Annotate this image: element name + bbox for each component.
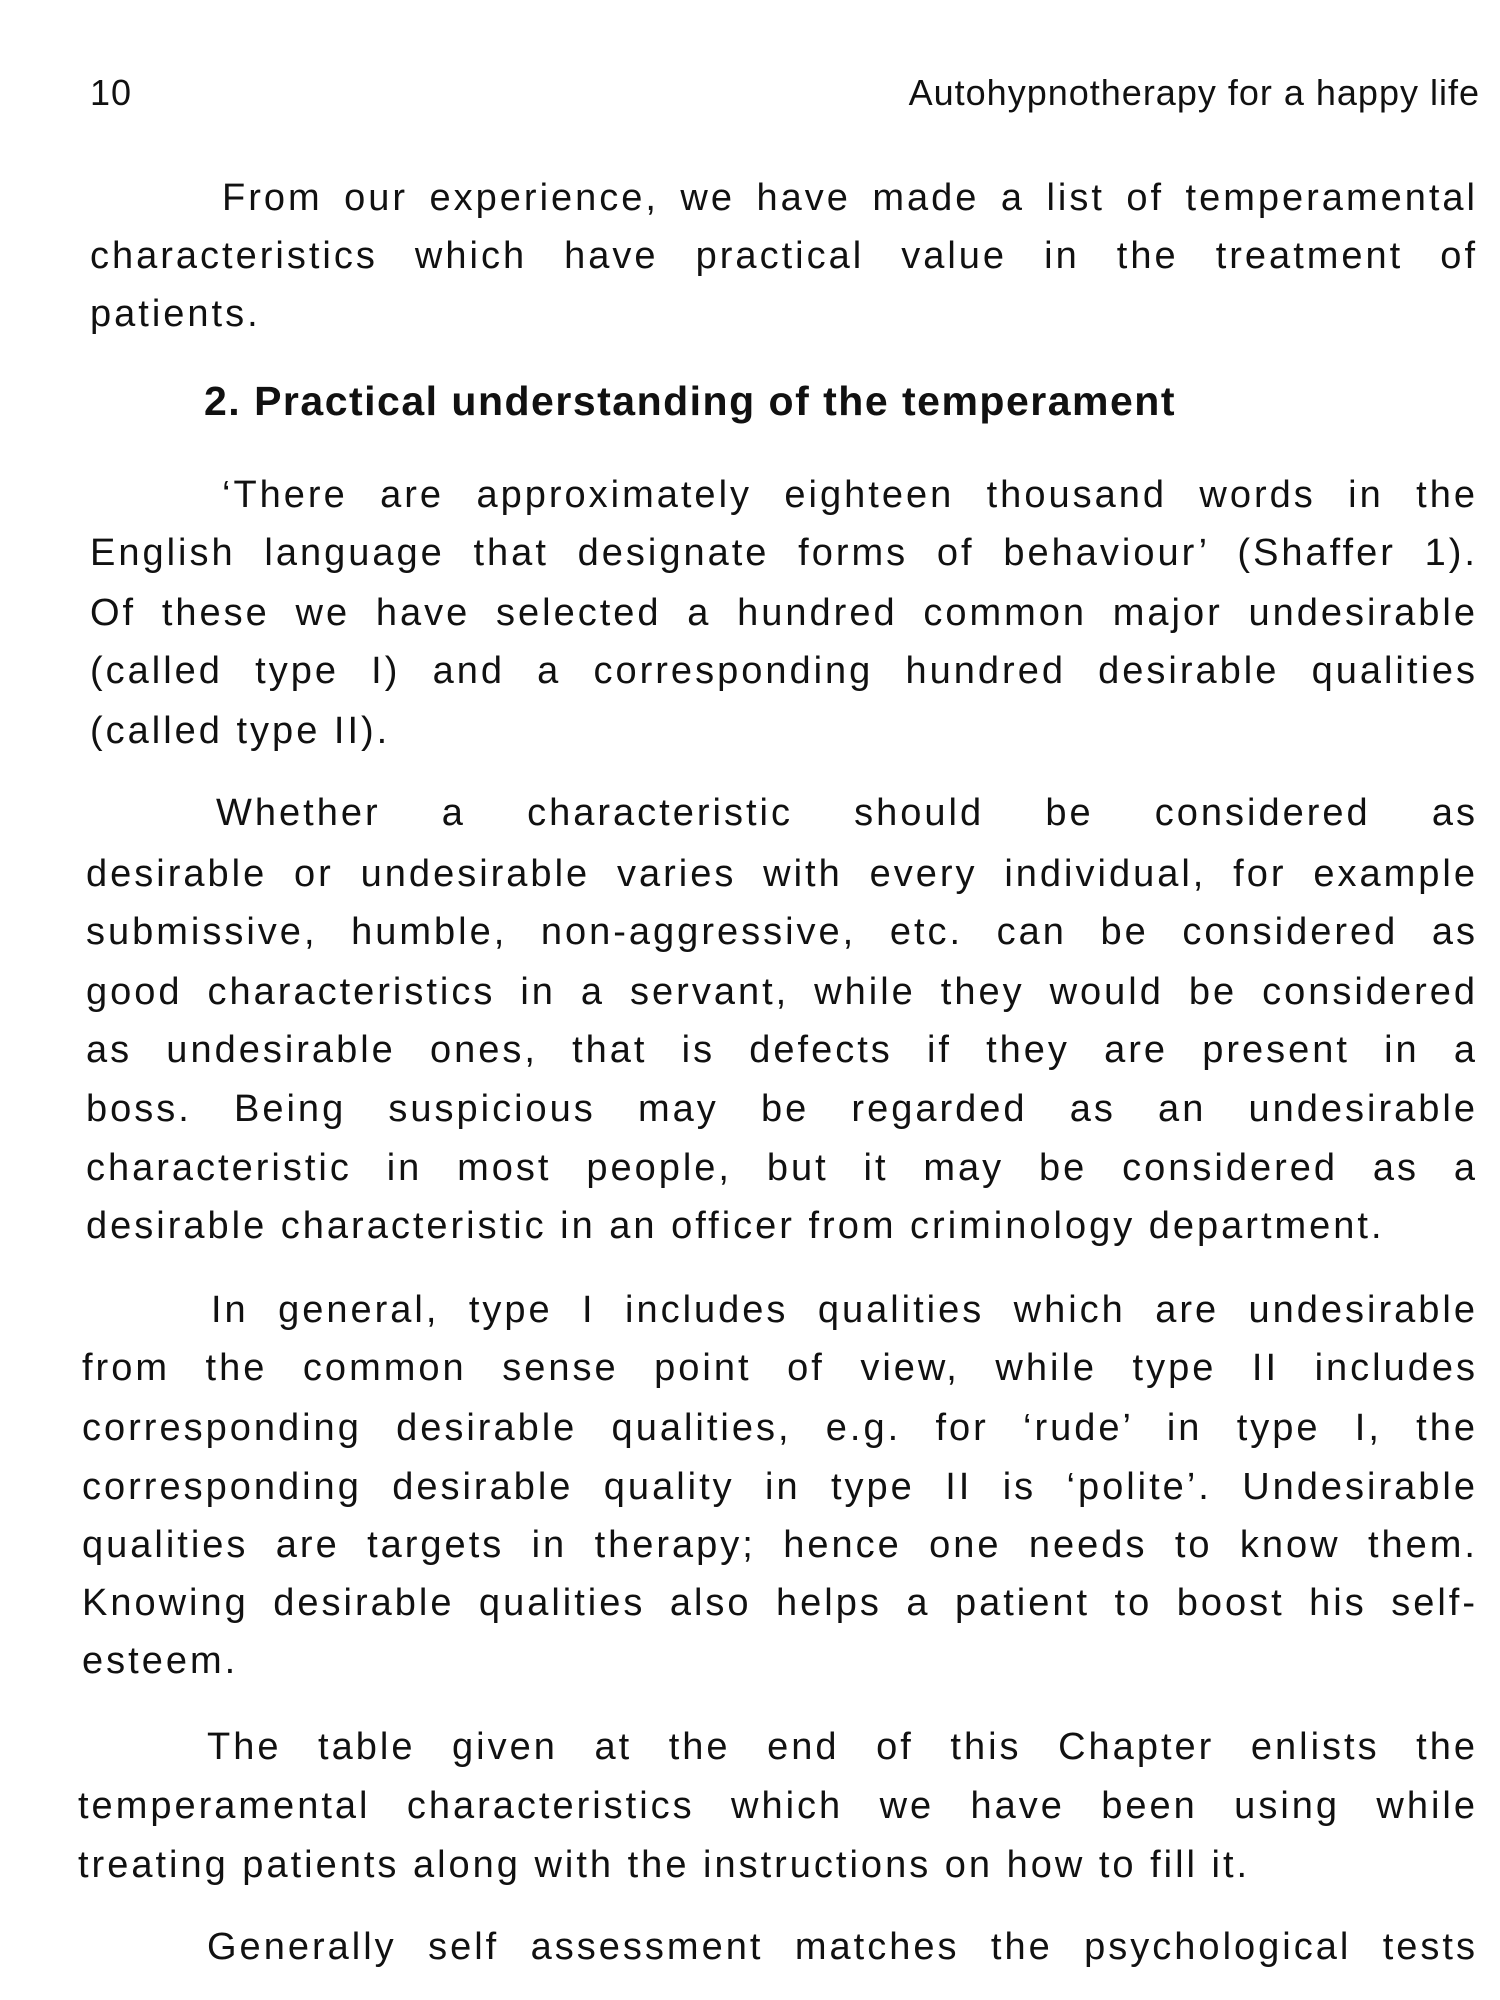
running-title: Autohypnotherapy for a happy life — [908, 72, 1480, 113]
paragraph-4-line: corresponding desirable qualities, e.g. for ‘rude’ in type I, the — [82, 1407, 1478, 1449]
paragraph-3-line: as undesirable ones, that is defects if they are present in a — [86, 1029, 1478, 1071]
paragraph-2-line: Of these we have selected a hundred common major undesirable — [90, 592, 1478, 634]
paragraph-3-line: submissive, humble, non-aggressive, etc. can be considered as — [86, 911, 1478, 953]
paragraph-2-line: ‘There are approximately eighteen thousand words in the — [222, 474, 1478, 516]
paragraph-4-line: In general, type I includes qualities which are undesirable — [211, 1289, 1478, 1331]
paragraph-4-line: from the common sense point of view, while type II includes — [82, 1347, 1478, 1389]
paragraph-4-line: esteem. — [82, 1640, 239, 1682]
paragraph-3-line: desirable characteristic in an officer from criminology department. — [86, 1205, 1385, 1247]
paragraph-3-line: Whether a characteristic should be considered as — [216, 792, 1478, 834]
paragraph-3-line: characteristic in most people, but it may be considered as a — [86, 1147, 1478, 1189]
paragraph-1-line: characteristics which have practical value in the treatment of — [90, 235, 1478, 277]
paragraph-4-line: qualities are targets in therapy; hence one needs to know them. — [82, 1524, 1478, 1566]
paragraph-4-line: Knowing desirable qualities also helps a patient to boost his self- — [82, 1582, 1478, 1624]
paragraph-3-line: boss. Being suspicious may be regarded as an undesirable — [86, 1088, 1478, 1130]
paragraph-3-line: desirable or undesirable varies with every individual, for example — [86, 853, 1478, 895]
paragraph-5-line: The table given at the end of this Chapter enlists the — [207, 1726, 1478, 1768]
section-heading: 2. Practical understanding of the temperament — [204, 378, 1176, 424]
paragraph-5-line: treating patients along with the instructions on how to fill it. — [78, 1844, 1251, 1886]
paragraph-2-line: English language that designate forms of behaviour’ (Shaffer 1). — [90, 532, 1478, 574]
paragraph-1-line: patients. — [90, 293, 261, 335]
paragraph-6-line: Generally self assessment matches the psychological tests — [207, 1926, 1478, 1968]
paragraph-5-line: temperamental characteristics which we have been using while — [78, 1785, 1478, 1827]
paragraph-2-line: (called type I) and a corresponding hundred desirable qualities — [90, 650, 1478, 692]
paragraph-2-line: (called type II). — [90, 710, 391, 752]
paragraph-4-line: corresponding desirable quality in type II is ‘polite’. Undesirable — [82, 1466, 1478, 1508]
paragraph-1-line: From our experience, we have made a list of temperamental — [222, 177, 1478, 219]
page-number: 10 — [90, 72, 133, 113]
paragraph-3-line: good characteristics in a servant, while they would be considered — [86, 971, 1478, 1013]
